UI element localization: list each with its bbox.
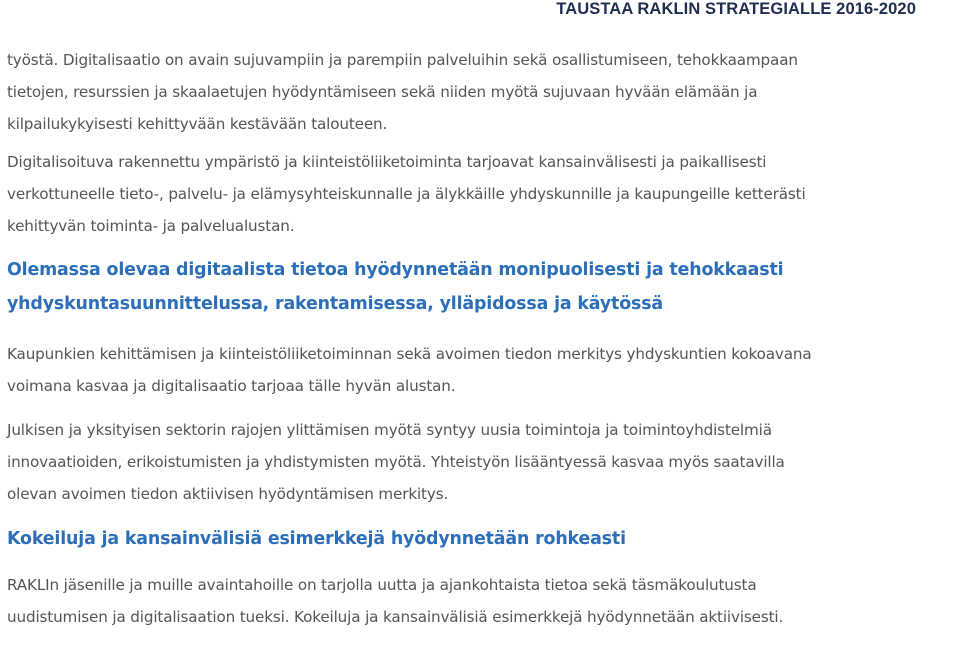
section-heading-digitaalinen-tieto (7, 253, 960, 321)
text-line: olevan avoimen tiedon aktiivisen hyödyntämisen merkitys. (7, 485, 449, 503)
document-header-title: TAUSTAA RAKLIN STRATEGIALLE 2016-2020 (556, 0, 916, 18)
text-line: tietojen, resurssien ja skaalaetujen hyödyntämiseen sekä niiden myötä sujuvaan hyvään elämään ja (7, 83, 758, 101)
text-line: Kaupunkien kehittämisen ja kiinteistöliiketoiminnan sekä avoimen tiedon merkitys yhdyskuntien kokoavana (7, 345, 812, 363)
text-line: innovaatioiden, erikoistumisten ja yhdistymisten myötä. Yhteistyön lisääntyessä kasvaa myös saatavilla (7, 453, 785, 471)
paragraph-julkinen-yksityinen (7, 414, 960, 510)
text-line: verkottuneelle tieto-, palvelu- ja elämysyhteiskunnalle ja älykkäille yhdyskunnille ja kaupungeille ketterästi (7, 185, 806, 203)
text-line: kehittyvän toiminta- ja palvelualustan. (7, 217, 295, 235)
text-line: työstä. Digitalisaatio on avain sujuvampiin ja parempiin palveluihin sekä osallistumiseen, tehokkaampaan (7, 51, 798, 69)
heading-line: Kokeiluja ja kansainvälisiä esimerkkejä hyödynnetään rohkeasti (7, 529, 626, 549)
paragraph-rakennettu-ymparisto (7, 146, 960, 242)
text-line: Digitalisoituva rakennettu ympäristö ja kiinteistöliiketoiminta tarjoavat kansainvälisesti ja paikallisesti (7, 153, 767, 171)
paragraph-rakli-jasenille (7, 569, 960, 633)
text-line: Julkisen ja yksityisen sektorin rajojen ylittämisen myötä syntyy uusia toimintoja ja toimintoyhdistelmiä (7, 421, 772, 439)
text-line: RAKLIn jäsenille ja muille avaintahoille on tarjolla uutta ja ajankohtaista tietoa sekä täsmäkoulutusta (7, 576, 757, 594)
heading-line: yhdyskuntasuunnittelussa, rakentamisessa, ylläpidossa ja käytössä (7, 294, 663, 314)
heading-line: Olemassa olevaa digitaalista tietoa hyödynnetään monipuolisesti ja tehokkaasti (7, 260, 784, 280)
text-line: voimana kasvaa ja digitalisaatio tarjoaa tälle hyvän alustan. (7, 377, 456, 395)
text-line: kilpailukykyisesti kehittyvään kestävään talouteen. (7, 115, 388, 133)
paragraph-digitalisaatio (7, 44, 960, 140)
section-heading-kokeiluja (7, 522, 960, 556)
text-line: uudistumisen ja digitalisaation tueksi. Kokeiluja ja kansainvälisiä esimerkkejä hyödynnetään aktiivisesti. (7, 608, 784, 626)
document-body (7, 44, 960, 633)
paragraph-kaupunkien-kehittaminen (7, 338, 960, 402)
